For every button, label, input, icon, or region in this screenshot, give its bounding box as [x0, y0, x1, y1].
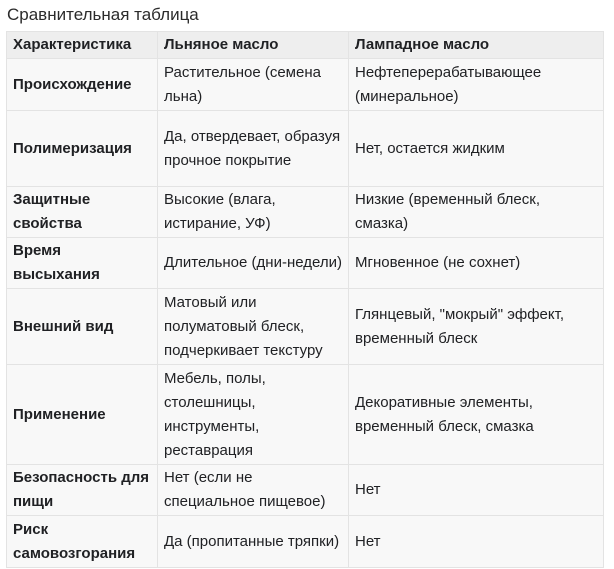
row-lamp-cell: Глянцевый, "мокрый" эффект, временный блеск: [349, 289, 604, 365]
row-lamp-cell: Мгновенное (не сохнет): [349, 238, 604, 289]
row-feature-cell: Применение: [7, 365, 158, 465]
row-linseed-cell: Нет (если не специальное пищевое): [158, 465, 349, 516]
row-feature-cell: Безопасность для пищи: [7, 465, 158, 516]
row-linseed-cell: Матовый или полуматовый блеск, подчеркивает текстуру: [158, 289, 349, 365]
table-row: [7, 187, 604, 238]
header-linseed-oil: Льняное масло: [158, 32, 349, 59]
row-linseed-cell: Мебель, полы, столешницы, инструменты, реставрация: [158, 365, 349, 465]
row-linseed-cell: Растительное (семена льна): [158, 59, 349, 111]
row-feature-cell: Защитные свойства: [7, 187, 158, 238]
row-lamp-cell: Нет: [349, 465, 604, 516]
row-feature-cell: Полимеризация: [7, 111, 158, 187]
table-row: [7, 111, 604, 187]
row-linseed-cell: Высокие (влага, истирание, УФ): [158, 187, 349, 238]
row-linseed-cell: Да, отвердевает, образуя прочное покрытие: [158, 111, 349, 187]
table-row: [7, 238, 604, 289]
table-row: [7, 516, 604, 568]
row-lamp-cell: Нет, остается жидким: [349, 111, 604, 187]
row-feature-cell: Время высыхания: [7, 238, 158, 289]
header-lamp-oil: Лампадное масло: [349, 32, 604, 59]
row-lamp-cell: Декоративные элементы, временный блеск, смазка: [349, 365, 604, 465]
row-lamp-cell: Низкие (временный блеск, смазка): [349, 187, 604, 238]
row-feature-cell: Внешний вид: [7, 289, 158, 365]
row-linseed-cell: Да (пропитанные тряпки): [158, 516, 349, 568]
row-lamp-cell: Нефтеперерабатывающее (минеральное): [349, 59, 604, 111]
table-row: [7, 289, 604, 365]
row-lamp-cell: Нет: [349, 516, 604, 568]
row-linseed-cell: Длительное (дни-недели): [158, 238, 349, 289]
table-row: [7, 465, 604, 516]
header-feature: Характеристика: [7, 32, 158, 59]
table-row: [7, 365, 604, 465]
row-feature-cell: Риск самовозгорания: [7, 516, 158, 568]
table-header-row: [7, 32, 604, 59]
table-row: [7, 59, 604, 111]
row-feature-cell: Происхождение: [7, 59, 158, 111]
comparison-table: [6, 31, 604, 568]
table-caption: Сравнительная таблица: [7, 5, 199, 24]
